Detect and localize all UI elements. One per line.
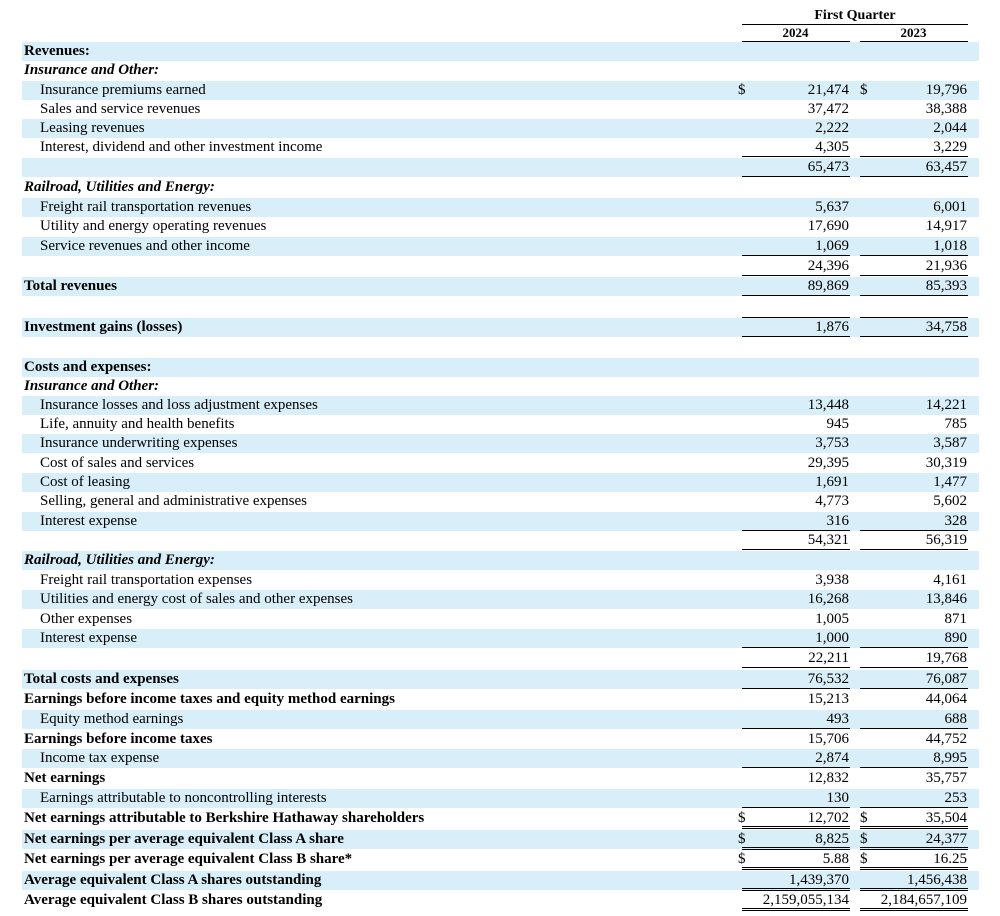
- underline-2023: [860, 807, 968, 808]
- row-label: Leasing revenues: [40, 120, 145, 136]
- value-2023: 688: [944, 711, 967, 727]
- value-2023: 35,757: [925, 770, 967, 786]
- value-2024: 5.88: [822, 851, 849, 867]
- underline-2024: [742, 767, 850, 768]
- value-2023: 785: [944, 416, 967, 432]
- table-row: [22, 809, 979, 828]
- value-2023: 19,768: [925, 650, 967, 666]
- row-label: Earnings attributable to noncontrolling interests: [40, 790, 327, 806]
- table-row: [22, 531, 979, 550]
- value-2023: 63,457: [925, 159, 967, 175]
- underline-2023: [860, 336, 968, 337]
- underline-2023: [860, 255, 968, 256]
- value-2023: 44,064: [925, 691, 967, 707]
- table-row: [22, 81, 979, 100]
- row-label: Utility and energy operating revenues: [40, 218, 267, 234]
- row-label: Freight rail transportation expenses: [40, 572, 253, 588]
- overline-2023: [860, 317, 968, 318]
- value-2024: 65,473: [807, 159, 849, 175]
- row-label: Insurance and Other:: [24, 62, 160, 78]
- value-2024: 12,702: [807, 810, 849, 826]
- row-label: Total costs and expenses: [24, 671, 179, 687]
- table-row: [22, 690, 979, 709]
- value-2023: 2,184,657,109: [880, 892, 967, 908]
- value-2023: 328: [944, 513, 967, 529]
- value-2023: 34,758: [925, 319, 967, 335]
- underline-2024: [742, 807, 850, 808]
- value-2024: 8,825: [815, 831, 849, 847]
- underline-2023: [860, 867, 968, 870]
- underline-2023: [860, 667, 968, 668]
- row-label: Other expenses: [40, 611, 133, 627]
- value-2023: 44,752: [925, 731, 967, 747]
- value-2024: 1,691: [815, 474, 849, 490]
- row-label: Average equivalent Class A shares outstanding: [24, 872, 322, 888]
- table-row: [22, 830, 979, 849]
- table-row: [22, 119, 979, 138]
- underline-2023: [860, 688, 968, 689]
- row-label: Life, annuity and health benefits: [40, 416, 235, 432]
- value-2024: 22,211: [808, 650, 849, 666]
- table-row: [22, 769, 979, 788]
- row-label: Interest expense: [40, 630, 138, 646]
- value-2024: 1,069: [815, 238, 849, 254]
- table-row: [22, 377, 979, 396]
- table-row: [22, 158, 979, 177]
- table-row: [22, 670, 979, 689]
- value-2023: 3,587: [933, 435, 967, 451]
- row-label: Revenues:: [24, 43, 90, 59]
- value-2023: 35,504: [925, 810, 967, 826]
- value-2023: 8,995: [933, 750, 967, 766]
- underline-2023: [860, 176, 968, 177]
- value-2024: 1,876: [815, 319, 849, 335]
- row-label: Sales and service revenues: [40, 101, 201, 117]
- underline-2024: [742, 295, 850, 296]
- value-2023: 56,319: [925, 532, 967, 548]
- row-label: Insurance losses and loss adjustment expenses: [40, 397, 318, 413]
- year-header-2023: 2023: [900, 25, 927, 40]
- underline-2024: [742, 667, 850, 668]
- value-2023: 253: [944, 790, 967, 806]
- table-row: [22, 338, 979, 357]
- table-row: [22, 551, 979, 570]
- value-2023: 16.25: [933, 851, 967, 867]
- underline-2023: [860, 549, 968, 550]
- table-row: [22, 789, 979, 808]
- overline-2024: [742, 317, 850, 318]
- table-row: [22, 138, 979, 157]
- table-row: [22, 571, 979, 590]
- row-label: Equity method earnings: [40, 711, 184, 727]
- underline-2024: [742, 176, 850, 177]
- row-label: Total revenues: [24, 278, 117, 294]
- underline-2023: [860, 767, 968, 768]
- underline-2023: [860, 728, 968, 729]
- value-2024: 12,832: [807, 770, 849, 786]
- value-2024: 945: [826, 416, 849, 432]
- value-2023: 30,319: [925, 455, 967, 471]
- value-2024: 4,773: [815, 493, 849, 509]
- year-header-2024: 2024: [782, 25, 809, 40]
- value-2024: 54,321: [807, 532, 849, 548]
- table-row: [22, 42, 979, 61]
- table-row: [22, 512, 979, 531]
- table-row: [22, 277, 979, 296]
- table-row: [22, 217, 979, 236]
- row-label: Net earnings attributable to Berkshire Hathaway shareholders: [24, 810, 425, 826]
- underline-2024: [742, 688, 850, 689]
- table-row: [22, 198, 979, 217]
- value-2023: 5,602: [933, 493, 967, 509]
- value-2024: 1,005: [815, 611, 849, 627]
- row-label: Freight rail transportation revenues: [40, 199, 252, 215]
- row-label: Costs and expenses:: [24, 359, 152, 375]
- table-row: [22, 590, 979, 609]
- value-2023: 1,018: [933, 238, 967, 254]
- row-label: Service revenues and other income: [40, 238, 250, 254]
- value-2023: 3,229: [933, 139, 967, 155]
- value-2024: 37,472: [807, 101, 849, 117]
- underline-2024: [742, 275, 850, 276]
- row-label: Net earnings per average equivalent Class A share: [24, 831, 344, 847]
- table-row: [22, 318, 979, 337]
- value-2024: 4,305: [815, 139, 849, 155]
- table-row: [22, 649, 979, 668]
- table-row: [22, 100, 979, 119]
- table-row: [22, 629, 979, 648]
- row-label: Net earnings: [24, 770, 106, 786]
- period-header-rule: [742, 24, 968, 25]
- underline-2024: [742, 336, 850, 337]
- value-2024: 15,213: [807, 691, 849, 707]
- table-row: [22, 257, 979, 276]
- value-2024: 24,396: [807, 258, 849, 274]
- underline-2024: [742, 908, 850, 911]
- table-row: [22, 710, 979, 729]
- currency-symbol-2024: $: [738, 831, 746, 847]
- value-2024: 16,268: [807, 591, 849, 607]
- value-2023: 890: [944, 630, 967, 646]
- row-label: Investment gains (losses): [24, 319, 183, 335]
- value-2023: 21,936: [925, 258, 967, 274]
- table-row: [22, 454, 979, 473]
- currency-symbol-2023: $: [860, 831, 868, 847]
- underline-2024: [742, 867, 850, 870]
- table-row: [22, 237, 979, 256]
- underline-2023: [860, 156, 968, 157]
- row-label: Income tax expense: [40, 750, 160, 766]
- underline-2024: [742, 647, 850, 648]
- value-2024: 1,000: [815, 630, 849, 646]
- value-2024: 130: [826, 790, 849, 806]
- value-2024: 17,690: [807, 218, 849, 234]
- value-2024: 3,938: [815, 572, 849, 588]
- currency-symbol-2023: $: [860, 810, 868, 826]
- underline-2024: [742, 826, 850, 829]
- table-row: [22, 610, 979, 629]
- table-row: [22, 358, 979, 377]
- row-label: Average equivalent Class B shares outstanding: [24, 892, 323, 908]
- value-2023: 76,087: [925, 671, 967, 687]
- row-label: Cost of sales and services: [40, 455, 195, 471]
- table-row: [22, 730, 979, 749]
- underline-2024: [742, 549, 850, 550]
- value-2023: 85,393: [925, 278, 967, 294]
- value-2024: 2,222: [815, 120, 849, 136]
- value-2024: 5,637: [815, 199, 849, 215]
- value-2024: 15,706: [807, 731, 849, 747]
- row-label: Railroad, Utilities and Energy:: [24, 179, 215, 195]
- value-2023: 14,917: [925, 218, 967, 234]
- value-2024: 1,439,370: [789, 872, 849, 888]
- row-label: Cost of leasing: [40, 474, 130, 490]
- table-row: [22, 871, 979, 890]
- table-row: [22, 415, 979, 434]
- currency-symbol-2024: $: [738, 851, 746, 867]
- row-label: Utilities and energy cost of sales and other expenses: [40, 591, 353, 607]
- table-row: [22, 434, 979, 453]
- value-2024: 3,753: [815, 435, 849, 451]
- row-label: Interest expense: [40, 513, 138, 529]
- value-2024: 76,532: [807, 671, 849, 687]
- value-2024: 13,448: [807, 397, 849, 413]
- row-label: Interest, dividend and other investment income: [40, 139, 323, 155]
- underline-2023: [860, 647, 968, 648]
- value-2024: 21,474: [807, 82, 849, 98]
- underline-2023: [860, 275, 968, 276]
- value-2024: 89,869: [807, 278, 849, 294]
- underline-2024: [742, 728, 850, 729]
- row-label: Insurance underwriting expenses: [40, 435, 238, 451]
- table-row: [22, 178, 979, 197]
- row-label: Earnings before income taxes and equity method earnings: [24, 691, 395, 707]
- value-2023: 1,456,438: [907, 872, 967, 888]
- value-2024: 2,159,055,134: [762, 892, 849, 908]
- underline-2023: [860, 826, 968, 829]
- value-2023: 38,388: [925, 101, 967, 117]
- underline-2023: [860, 908, 968, 911]
- value-2023: 13,846: [925, 591, 967, 607]
- table-row: [22, 891, 979, 910]
- value-2023: 24,377: [925, 831, 967, 847]
- value-2023: 2,044: [933, 120, 967, 136]
- underline-2024: [742, 156, 850, 157]
- value-2023: 14,221: [925, 397, 967, 413]
- value-2024: 316: [826, 513, 849, 529]
- value-2023: 1,477: [933, 474, 967, 490]
- table-row: [22, 473, 979, 492]
- value-2024: 2,874: [815, 750, 849, 766]
- value-2024: 493: [826, 711, 849, 727]
- currency-symbol-2023: $: [860, 851, 868, 867]
- table-row: [22, 61, 979, 80]
- currency-symbol-2024: $: [738, 82, 746, 98]
- table-row: [22, 396, 979, 415]
- value-2023: 871: [944, 611, 967, 627]
- table-row: [22, 850, 979, 869]
- underline-2024: [742, 255, 850, 256]
- row-label: Insurance and Other:: [24, 378, 160, 394]
- table-row: [22, 749, 979, 768]
- currency-symbol-2024: $: [738, 810, 746, 826]
- value-2023: 6,001: [933, 199, 967, 215]
- row-label: Railroad, Utilities and Energy:: [24, 552, 215, 568]
- currency-symbol-2023: $: [860, 82, 868, 98]
- value-2023: 19,796: [925, 82, 967, 98]
- table-row: [22, 492, 979, 511]
- table-row: [22, 298, 979, 317]
- row-label: Insurance premiums earned: [40, 82, 206, 98]
- row-label: Net earnings per average equivalent Class B share*: [24, 851, 353, 867]
- value-2024: 29,395: [807, 455, 849, 471]
- row-label: Selling, general and administrative expenses: [40, 493, 308, 509]
- row-label: Earnings before income taxes: [24, 731, 213, 747]
- underline-2023: [860, 295, 968, 296]
- value-2023: 4,161: [933, 572, 967, 588]
- period-header: First Quarter: [814, 8, 896, 23]
